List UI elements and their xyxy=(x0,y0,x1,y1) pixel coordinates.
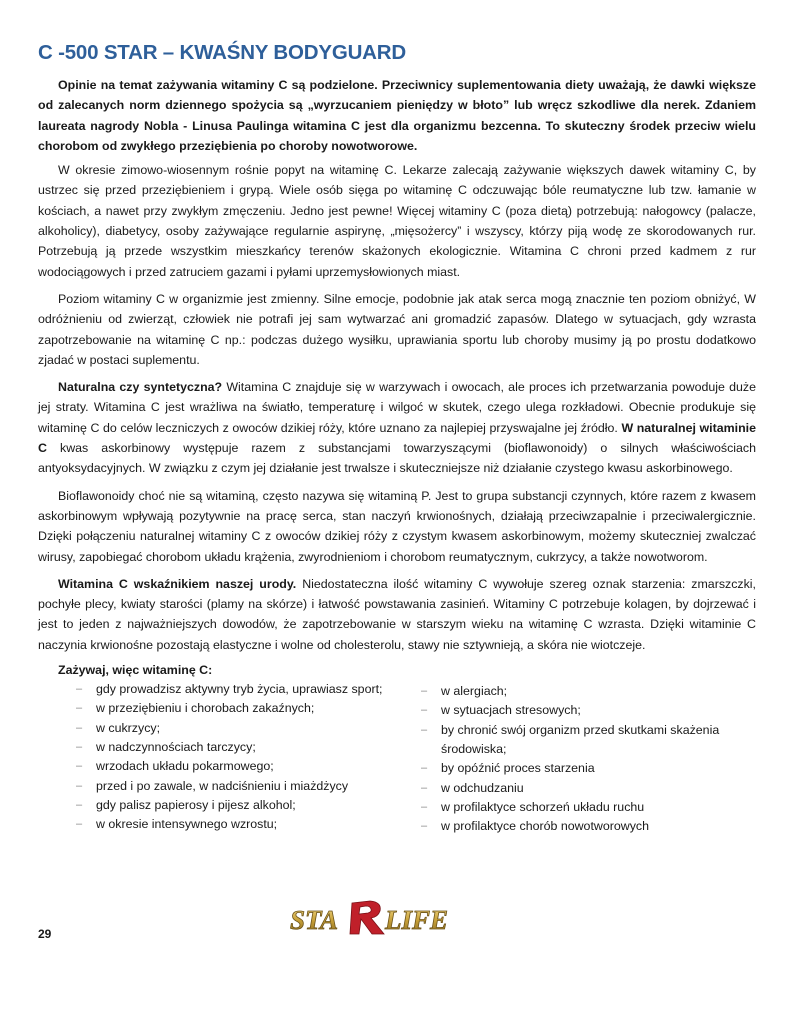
p5-text: Niedostateczna ilość witaminy C wywołuje szereg oznak starzenia: zmarszczki, pochyłe plecy, kwiaty starości (plamy na skórze) i łatwość powstawania zasinień. Witaminy C potrzebuje kolagen, by dojrzewać i jest to jeden z najważniejszych dowodów, że zapotrzebowanie w starszym wieku na witaminę C wzrasta. Dzięki witaminie C naczynia krwionośne pozostają elastyczne i wolne od cholesterolu, stawy nie sztywnieją, a skóra nie wiotczeje. xyxy=(38,576,756,652)
p3-text-2: kwas askorbinowy występuje razem z substancjami towarzyszącymi (bioflawonoidy) o silnych właściwościach antyoksydacyjnych. W związku z czym jej działanie jest trwalsze i skuteczniejsze niż działanie czystego kwasu askorbinowego. xyxy=(38,441,756,476)
dash-bullet-icon: – xyxy=(421,723,428,736)
dash-bullet-icon: – xyxy=(421,781,428,794)
list-item: – w sytuacjach stresowych; xyxy=(421,701,741,720)
dash-bullet-icon: – xyxy=(76,702,83,715)
list-item: – wrzodach układu pokarmowego; xyxy=(76,757,401,776)
list-item: – w odchudzaniu xyxy=(421,779,741,798)
paragraph-2: Poziom witaminy C w organizmie jest zmienny. Silne emocje, podobnie jak atak serca mogą znacznie ten poziom obniżyć, W odróżnieniu od zwierząt, człowiek nie potrafi jej sam wytwarzać ani gromadzić zapasów. Dlatego w sytuacjach, gdy wzrasta zapotrzebowanie na witaminę C np.: podczas dużego wysiłku, uprawiania sportu lub choroby musimy ją po prostu dodatkowo zjadać w postaci suplementu. xyxy=(38,291,756,367)
dash-bullet-icon: – xyxy=(421,800,428,813)
paragraph-3 xyxy=(38,377,756,478)
list-item: – w cukrzycy; xyxy=(76,719,401,738)
p3-text-1: Witamina C znajduje się w warzywach i owocach, ale proces ich przetwarzania powoduje duże jej straty. Witamina C jest wrażliwa na światło, temperaturę i wilgoć w skutek, czego ulega rozkładowi. Obecnie produkuje się witaminę C do celów leczniczych z owoców dzikiej róży, które uznano za najlepiej przyswajalne jej źródło. xyxy=(38,380,756,435)
recommendation-lists xyxy=(38,680,756,836)
list-item: – w okresie intensywnego wzrostu; xyxy=(76,815,401,834)
lead-paragraph: Opinie na temat zażywania witaminy C są podzielone. Przeciwnicy suplementowania diety uważają, że dawki większe od zalecanych norm dziennego spożycia są „wyrzucaniem pieniędzy w błoto” lub wręcz szkodliwe dla nerek. Zdaniem laureata nagrody Nobla - Linusa Paulinga witamina C jest dla organizmu bezcenna. To skuteczny środek przeciw wielu chorobom od zwykłego przeziębienia po choroby nowotworowe. xyxy=(38,78,756,153)
paragraph-5 xyxy=(38,574,756,655)
list-item: – gdy palisz papierosy i pijesz alkohol; xyxy=(76,796,401,815)
list-item: – w przeziębieniu i chorobach zakaźnych; xyxy=(76,699,401,718)
dash-bullet-icon: – xyxy=(76,760,83,773)
p3-bold-1: Naturalna czy syntetyczna? xyxy=(58,380,223,395)
list-item: – w profilaktyce chorób nowotworowych xyxy=(421,817,741,836)
dash-bullet-icon: – xyxy=(76,740,83,753)
dash-bullet-icon: – xyxy=(421,820,428,833)
list-item: – przed i po zawale, w nadciśnieniu i miażdżycy xyxy=(76,777,401,796)
list-right xyxy=(401,682,741,836)
svg-text:LIFE: LIFE xyxy=(385,905,449,935)
dash-bullet-icon: – xyxy=(421,762,428,775)
list-item: – by opóźnić proces starzenia xyxy=(421,759,741,778)
starlife-logo-icon xyxy=(288,897,454,939)
dash-bullet-icon: – xyxy=(76,683,83,696)
page-number: 29 xyxy=(38,927,52,941)
list-item: – w nadczynnościach tarczycy; xyxy=(76,738,401,757)
list-item: – w alergiach; xyxy=(421,682,741,701)
dash-bullet-icon: – xyxy=(76,818,83,831)
dash-bullet-icon: – xyxy=(76,779,83,792)
p5-bold: Witamina C wskaźnikiem naszej urody. xyxy=(58,576,297,591)
list-item: – by chronić swój organizm przed skutkami skażenia środowiska; xyxy=(421,722,720,756)
list-item: – w profilaktyce schorzeń układu ruchu xyxy=(421,798,741,817)
dash-bullet-icon: – xyxy=(76,798,83,811)
dash-bullet-icon: – xyxy=(76,721,83,734)
dash-bullet-icon: – xyxy=(421,685,428,698)
paragraph-4: Bioflawonoidy choć nie są witaminą, często nazywa się witaminą P. Jest to grupa substancji czynnych, które razem z kwasem askorbinowym wpływają pozytywnie na pracę serca, stan naczyń krwionośnych, działają przeciwzapalnie i przeciwalergicznie. Dzięki połączeniu naturalnej witaminy C z owoców dzikiej róży z czystym kwasem askorbinowym, możemy skuteczniej zwalczać wirusy, zapobiegać chorobom układu krążenia, zwyrodnieniom i chorobom reumatycznym, cukrzycy, a także nowotworom. xyxy=(38,488,756,564)
dash-bullet-icon: – xyxy=(421,704,428,717)
svg-text:STA: STA xyxy=(290,905,339,935)
paragraph-1: W okresie zimowo-wiosennym rośnie popyt na witaminę C. Lekarze zalecają zażywanie większych dawek witaminy C, by ustrzec się przed przeziębieniem i grypą. Wiele osób sięga po witaminę C odczuwając bóle reumatyczne lub tzw. łamanie w kościach, a nawet przy zwykłym zmęczeniu. Jedno jest pewne! Więcej witaminy C (poza dietą) potrzebują: nałogowcy (palacze, alkoholicy), diabetycy, osoby zażywające regularnie aspirynę, „mięsożercy” i wszyscy, którzy piją wodę ze skorodowanych rur. Potrzebują ją przede wszystkim mieszkańcy terenów skażonych ekologicznie. Witamina C chroni przed kadmem z rur wodociągowych i przed zatruciem gazami i pyłami uprzemysłowionych miast. xyxy=(38,163,756,279)
list-left xyxy=(38,680,401,836)
list-item: – gdy prowadzisz aktywny tryb życia, uprawiasz sport; xyxy=(76,680,401,699)
article-title: C -500 STAR – KWAŚNY BODYGUARD xyxy=(38,41,406,64)
list-heading: Zażywaj, więc witaminę C: xyxy=(58,663,213,678)
p3-bold-2: W naturalnej witaminie C xyxy=(38,420,756,456)
article xyxy=(38,40,756,836)
